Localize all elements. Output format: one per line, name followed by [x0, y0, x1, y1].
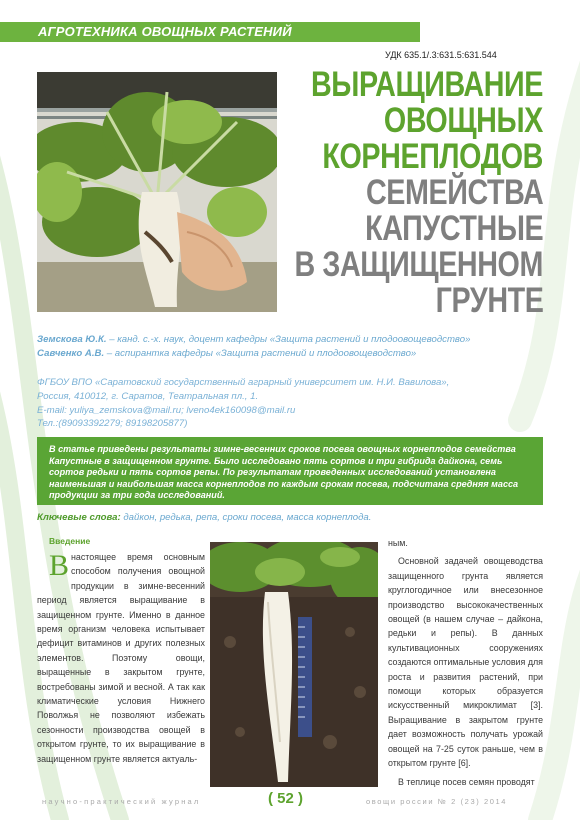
title-line-3: КОРНЕПЛОДОВ: [322, 137, 543, 176]
title-line-1: ВЫРАЩИВАНИЕ: [310, 65, 543, 104]
org-phone: Тел.:(89093392279; 89198205877): [37, 418, 188, 430]
title-line-4: СЕМЕЙСТВА: [365, 173, 543, 212]
abstract-box: [37, 437, 543, 505]
author-2: [37, 347, 557, 361]
intro-paragraph-text: настоящее время основным способом получения овощной продукции в зимне-весенний период является выращивание в защищенном грунте. Именно в данное время организм человека испытывает дефицит витаминов и других полезных элементов. Поэтому овощи, выращенные в закрытом грунте, востребованы зимой и весной. А так как климатические условия Нижнего Поволжья не позволяют избежать сезонности производства овощей в открытом грунте, то их выращивание в защищенном грунте является актуаль-: [37, 552, 205, 764]
author-1: [37, 333, 557, 347]
author-1-name: Земскова Ю.К.: [37, 334, 107, 345]
footer-journal-issue: овощи россии № 2 (23) 2014: [366, 797, 508, 806]
intro-paragraph: [37, 550, 205, 766]
column-1: [37, 536, 205, 766]
col3-continuation: ным.: [388, 538, 408, 548]
org-line-2: Россия, 410012, г. Саратов, Театральная пл., 1.: [37, 390, 259, 402]
author-info: [37, 333, 557, 361]
title-line-2: ОВОЩНЫХ: [383, 101, 543, 140]
drop-cap: В: [49, 549, 70, 582]
keywords-label: Ключевые слова:: [37, 512, 121, 523]
title-line-6: В ЗАЩИЩЕННОМ: [294, 245, 543, 284]
col3-paragraph-3: В теплице посев семян проводят: [398, 776, 535, 787]
footer-journal-type: научно-практический журнал: [42, 797, 201, 806]
section-header-bar: [0, 22, 420, 42]
title-line-5: КАПУСТНЫЕ: [364, 209, 543, 248]
org-email: E-mail: yuliya_zemskova@mail.ru; lveno4ek160098@mail.ru: [37, 404, 296, 416]
photo-daikon-with-ruler: [210, 542, 378, 787]
photo-radish-in-hand: [37, 72, 277, 312]
author-1-desc: – канд. с.-х. наук, доцент кафедры «Защита растений и плодоовощеводство»: [106, 334, 471, 345]
section-header-text: АГРОТЕХНИКА ОВОЩНЫХ РАСТЕНИЙ: [38, 24, 292, 39]
author-2-desc: – аспирантка кафедры «Защита растений и плодоовощеводство»: [104, 348, 417, 359]
abstract-text: В статье приведены результаты зимне-весенних сроков посева овощных корнеплодов семейства Капустные в защищенном грунте. Было исследовано пять сортов и три гибрида дайкона, семь сортов редьки и пять сортов репы. По результатам проведенных исследований установлена наименьшая и наибольшая масса корнеплодов по каждым срокам посева, подсчитана средняя масса продукции за три года исследований.: [49, 444, 519, 500]
col3-paragraph-2: Основной задачей овощеводства защищенного грунта является круглогодичное или внесезонное производство высококачественных овощей (в нашем случае – дайкона, редьки и репы). В данных культивационных сооружениях создаются оптимальные условия для роста и развития растений, при помощи которых образуется искусственный микроклимат [3]. Выращивание в закрытом грунте дает возможность получать урожай овощей на 7-25 суток раньше, чем в открытом грунте [6].: [388, 556, 543, 769]
author-2-name: Савченко А.В.: [37, 348, 105, 359]
udk-code: УДК 635.1/.3:631.5:631.544: [385, 50, 497, 60]
title-line-7: ГРУНТЕ: [435, 281, 543, 320]
keywords: [37, 512, 557, 523]
page-number: ( 52 ): [268, 790, 304, 807]
keywords-text: дайкон, редька, репа, сроки посева, масса корнеплода.: [120, 512, 372, 523]
org-line-1: ФГБОУ ВПО «Саратовский государственный аграрный университет им. Н.И. Вавилова»,: [37, 377, 450, 388]
column-3: [388, 536, 543, 789]
intro-heading: Введение: [49, 536, 91, 546]
organization-info: [37, 376, 557, 431]
